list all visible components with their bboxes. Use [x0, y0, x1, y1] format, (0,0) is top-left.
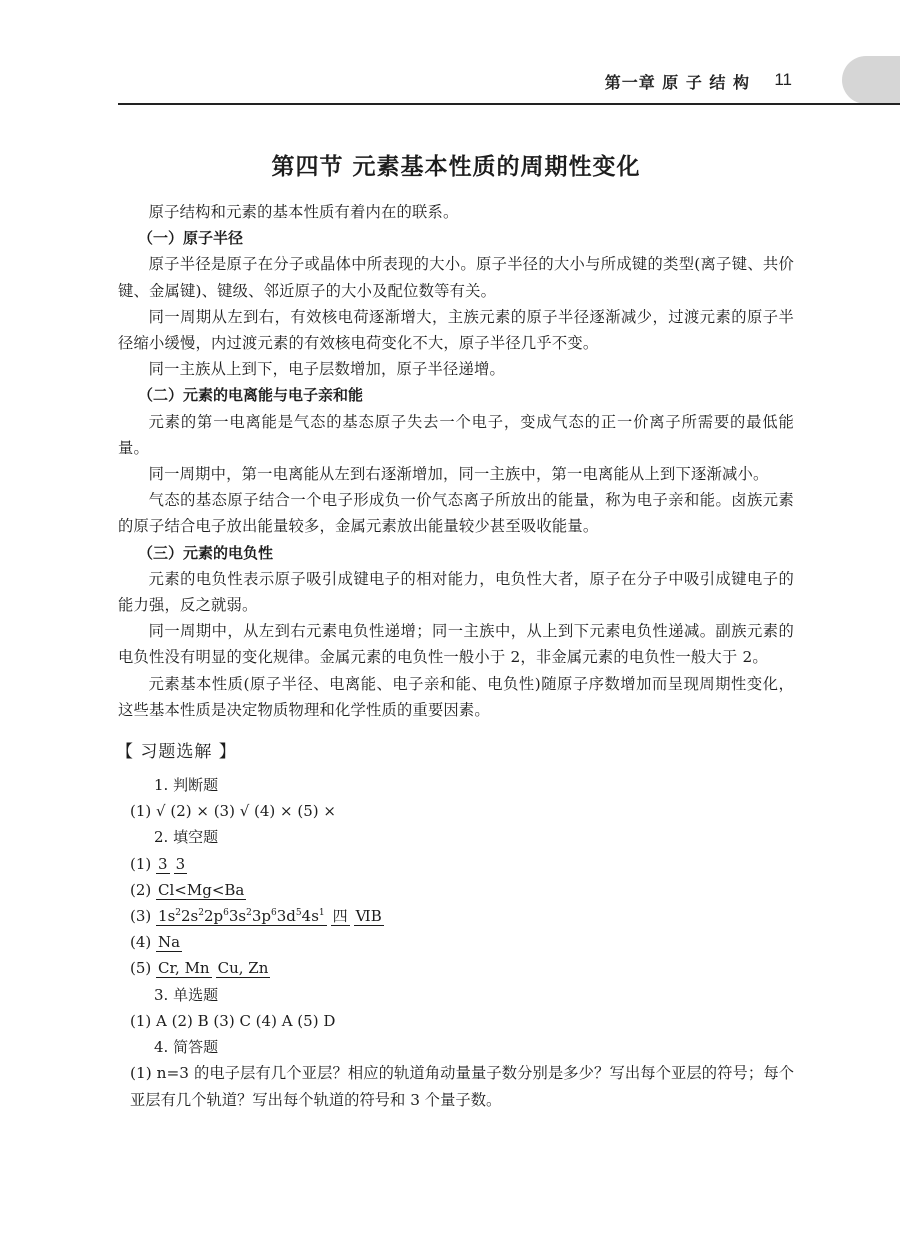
answer-number: (3) [130, 907, 152, 926]
question-label: 3. 单选题 [154, 985, 219, 1004]
exercises-heading: 【 习题选解 】 [116, 742, 237, 763]
thumb-tab [842, 56, 900, 104]
header-rule [118, 103, 900, 105]
paragraph: 同一主族从上到下，电子层数增加，原子半径递增。 [148, 360, 506, 379]
electron-configuration: $1s^22s^22p^63s^23p^63d^54s^1$ [158, 907, 325, 926]
subheading-electronegativity: （三）元素的电负性 [138, 543, 274, 562]
answer-line: (1) A (2) B (3) C (4) A (5) D [130, 1011, 336, 1030]
question-label: 4. 简答题 [154, 1038, 219, 1057]
fill-blank: 3 [175, 854, 186, 873]
question-text: (1) n=3 的电子层有几个亚层？相应的轨道角动量量子数分别是多少？写出每个亚层的符号；每个亚层有几个轨道？写出每个轨道的符号和 3 个量子数。 [130, 1064, 794, 1109]
paragraph: 同一周期中，第一电离能从左到右逐渐增加，同一主族中，第一电离能从上到下逐渐减小。 [148, 465, 769, 484]
page-header [0, 68, 900, 102]
answer-number: (2) [130, 880, 152, 899]
paragraph: 元素的电负性表示原子吸引成键电子的相对能力，电负性大者，原子在分子中吸引成键电子的能力强，反之就弱。 [118, 569, 794, 615]
answer-line [118, 851, 794, 877]
paragraph: 元素的第一电离能是气态的基态原子失去一个电子，变成气态的正一价离子所需要的最低能量。 [118, 412, 794, 457]
fill-blank: Cr, Mn [158, 959, 210, 978]
answer-line [118, 877, 794, 903]
subheading-atomic-radius: （一）原子半径 [138, 229, 244, 248]
answer-line: (1) √ (2) × (3) √ (4) × (5) × [130, 802, 336, 821]
paragraph: 同一周期中，从左到右元素电负性递增；同一主族中，从上到下元素电负性递减。副族元素的电负性没有明显的变化规律。金属元素的电负性一般小于 2，非金属元素的电负性一般大于 2。 [118, 622, 794, 667]
answer-line [118, 903, 794, 929]
answer-number: (4) [130, 933, 152, 952]
answer-line [118, 929, 794, 955]
chapter-title: 第一章 原 子 结 构 [604, 73, 750, 92]
answer-number: (5) [130, 959, 152, 978]
question-label: 2. 填空题 [154, 828, 219, 847]
answer-number: (1) [130, 854, 152, 873]
answer-line [118, 955, 794, 981]
fill-blank: Cl<Mg<Ba [158, 880, 245, 899]
paragraph: 原子半径是原子在分子或晶体中所表现的大小。原子半径的大小与所成键的类型(离子键、共价键、金属键)、键级、邻近原子的大小及配位数等有关。 [118, 255, 794, 300]
fill-blank: 3 [158, 854, 168, 873]
paragraph: 同一周期从左到右，有效核电荷逐渐增大，主族元素的原子半径逐渐减少，过渡元素的原子半径缩小缓慢，内过渡元素的有效核电荷变化不大，原子半径几乎不变。 [118, 307, 794, 353]
intro-paragraph: 原子结构和元素的基本性质有着内在的联系。 [148, 203, 459, 221]
section-title: 第四节 元素基本性质的周期性变化 [271, 154, 641, 180]
fill-blank: Na [158, 933, 181, 952]
paragraph: 气态的基态原子结合一个电子形成负一价气态离子所放出的能量，称为电子亲和能。卤族元素的原子结合电子放出能量较多，金属元素放出能量较少甚至吸收能量。 [118, 491, 794, 536]
page-content [118, 148, 794, 1113]
fill-blank: Cu, Zn [217, 959, 269, 978]
question-label: 1. 判断题 [154, 776, 219, 795]
fill-blank: 四 [332, 907, 348, 926]
page-number: 11 [774, 70, 792, 89]
fill-blank: ⅥB [355, 907, 382, 926]
subheading-ionization-energy: （二）元素的电离能与电子亲和能 [138, 386, 364, 405]
paragraph: 元素基本性质(原子半径、电离能、电子亲和能、电负性)随原子序数增加而呈现周期性变化，这些基本性质是决定物质物理和化学性质的重要因素。 [118, 674, 794, 719]
